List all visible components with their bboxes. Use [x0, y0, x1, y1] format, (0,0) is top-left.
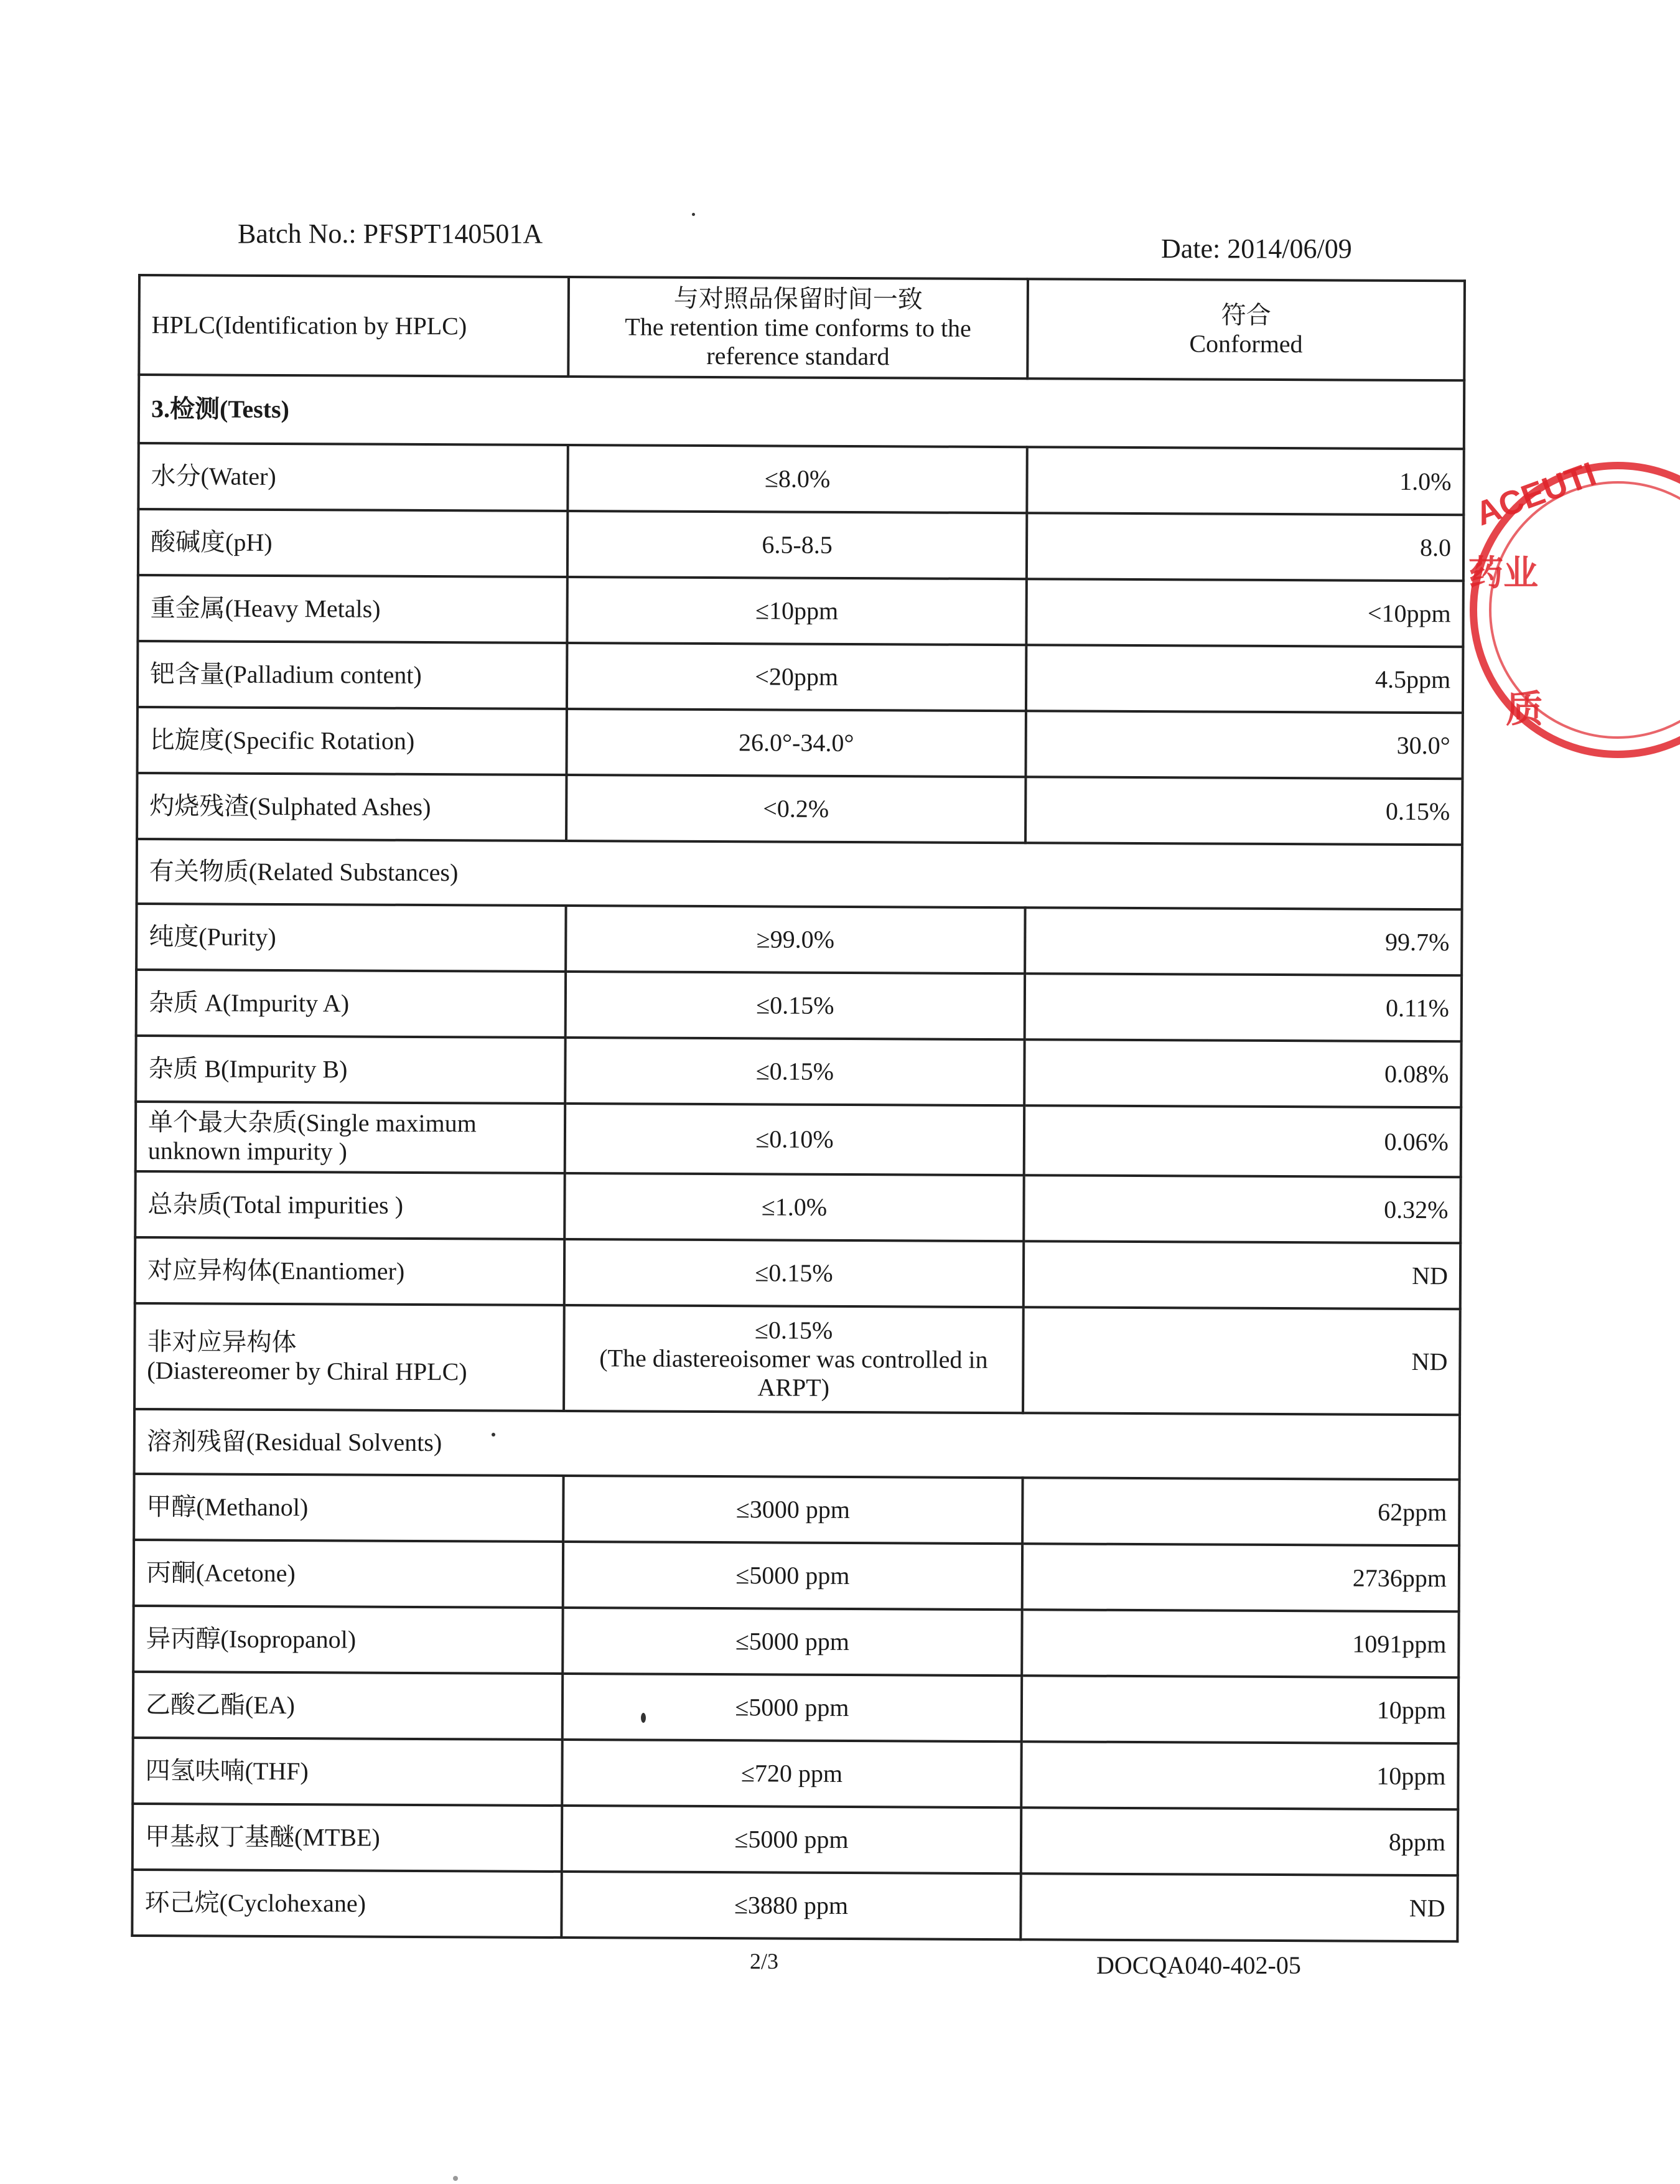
test-label: 异丙醇(Isopropanol): [133, 1606, 562, 1674]
spec-cell: ≤0.15%: [565, 1038, 1024, 1105]
scan-speck: [492, 1433, 495, 1436]
test-results-table: [131, 274, 1466, 1943]
test-label: 四氢呋喃(THF): [133, 1738, 562, 1806]
document-code: DOCQA040-402-05: [1096, 1951, 1301, 1979]
spec-cell: <20ppm: [567, 643, 1026, 711]
test-label: 总杂质(Total impurities ): [135, 1171, 564, 1239]
company-seal: [1456, 455, 1680, 759]
result-text-en: Conformed: [1189, 329, 1303, 359]
spec-cell: ≤5000 ppm: [562, 1806, 1021, 1873]
test-label: 甲醇(Methanol): [134, 1474, 563, 1542]
result-cell: 8.0: [1027, 513, 1463, 581]
result-cell: 4.5ppm: [1026, 645, 1463, 713]
table-row: [139, 275, 1465, 380]
test-label: 环己烷(Cyclohexane): [132, 1870, 561, 1938]
spec-cell: ≤5000 ppm: [562, 1608, 1022, 1675]
table-row: [138, 509, 1463, 581]
spec-cell: ≤0.15%: [564, 1239, 1024, 1307]
test-label: 比旋度(Specific Rotation): [138, 707, 567, 775]
section-row: [137, 839, 1462, 909]
result-cell: 62ppm: [1022, 1478, 1459, 1545]
test-label: 单个最大杂质(Single maximum unknown impurity ): [136, 1102, 565, 1173]
test-label: 纯度(Purity): [136, 904, 566, 972]
test-label: 灼烧残渣(Sulphated Ashes): [137, 773, 566, 841]
spec-cell: <0.2%: [566, 775, 1025, 843]
spec-cell: ≥99.0%: [566, 906, 1025, 973]
result-cell: 0.06%: [1024, 1105, 1461, 1177]
table-row: [134, 1540, 1459, 1611]
result-cell: 10ppm: [1021, 1741, 1458, 1809]
spec-cell: [564, 1305, 1024, 1413]
spec-text-en: The retention time conforms to the reference standard: [625, 312, 971, 371]
section-heading-residual-solvents: 溶剂残留(Residual Solvents): [134, 1409, 1460, 1479]
table-row: [138, 443, 1463, 515]
test-label: 钯含量(Palladium content): [138, 641, 567, 709]
test-label: 对应异构体(Enantiomer): [135, 1237, 564, 1305]
document-date: Date: 2014/06/09: [1161, 233, 1352, 264]
result-cell: 0.08%: [1024, 1039, 1461, 1107]
table-row: [138, 641, 1463, 713]
result-cell: 99.7%: [1025, 907, 1462, 975]
section-row: [134, 1409, 1460, 1479]
spec-cell: ≤5000 ppm: [563, 1542, 1022, 1610]
batch-number: Batch No.: PFSPT140501A: [238, 218, 543, 249]
table-row: [135, 1171, 1460, 1243]
table-row: [135, 1237, 1460, 1309]
table-row: [137, 773, 1462, 845]
table-row: [133, 1606, 1458, 1677]
test-label: 水分(Water): [138, 443, 567, 511]
label-en: (Diastereomer by Chiral HPLC): [147, 1356, 467, 1386]
spec-cell: [568, 277, 1028, 378]
spec-cell: 6.5-8.5: [567, 511, 1027, 579]
test-label: 甲基叔丁基醚(MTBE): [133, 1804, 562, 1872]
spec-cell: ≤3000 ppm: [563, 1476, 1022, 1544]
section-row: [139, 375, 1464, 449]
table-row: [136, 1102, 1461, 1177]
test-label: HPLC(Identification by HPLC): [139, 275, 569, 377]
page-number: 2/3: [750, 1949, 779, 1974]
spec-cell: 26.0°-34.0°: [566, 709, 1025, 777]
result-cell: 0.11%: [1025, 973, 1462, 1041]
result-cell: <10ppm: [1026, 579, 1463, 647]
result-cell: ND: [1023, 1307, 1460, 1415]
svg-text:ACEUTI: ACEUTI: [1470, 455, 1601, 533]
result-cell: 1091ppm: [1022, 1610, 1458, 1677]
spec-cell: ≤0.10%: [565, 1104, 1024, 1175]
svg-text:质: 质: [1506, 688, 1543, 731]
test-label: 酸碱度(pH): [138, 509, 567, 577]
label-cn: 非对应异构体: [147, 1328, 297, 1357]
spec-cell: ≤5000 ppm: [562, 1674, 1022, 1741]
spec-text-cn: 与对照品保留时间一致: [673, 284, 923, 314]
result-cell: 10ppm: [1022, 1675, 1458, 1743]
spec-cell: ≤10ppm: [567, 577, 1026, 645]
table-row: [132, 1870, 1457, 1941]
table-row: [136, 904, 1462, 975]
test-label: 杂质 B(Impurity B): [136, 1036, 565, 1104]
result-cell: 0.15%: [1025, 777, 1462, 845]
result-cell: 8ppm: [1021, 1807, 1458, 1875]
spec-line-1: ≤0.15%: [754, 1316, 833, 1344]
test-label: 乙酸乙酯(EA): [133, 1672, 562, 1740]
spec-cell: ≤0.15%: [566, 972, 1025, 1039]
table-row: [133, 1804, 1458, 1875]
result-cell: ND: [1020, 1873, 1457, 1941]
result-text-cn: 符合: [1221, 301, 1271, 329]
table-row: [133, 1738, 1458, 1809]
scan-speck: [453, 2176, 458, 2181]
table-row: [133, 1672, 1458, 1743]
result-cell: ND: [1024, 1241, 1460, 1309]
result-cell: 30.0°: [1025, 711, 1462, 779]
svg-text:药业: 药业: [1468, 553, 1538, 594]
result-cell: 1.0%: [1027, 447, 1463, 515]
test-label: 重金属(Heavy Metals): [138, 575, 567, 643]
spec-cell: ≤1.0%: [564, 1173, 1024, 1241]
spec-line-2: (The diastereoisomer was controlled in ARPT): [599, 1344, 988, 1402]
table-row: [134, 1303, 1460, 1415]
test-label: 丙酮(Acetone): [134, 1540, 563, 1608]
test-label: 杂质 A(Impurity A): [136, 970, 566, 1038]
result-cell: [1027, 279, 1465, 380]
table-row: [136, 1036, 1461, 1107]
section-heading-related-substances: 有关物质(Related Substances): [137, 839, 1462, 909]
section-heading-tests: 3.检测(Tests): [139, 375, 1464, 449]
spec-cell: ≤8.0%: [567, 445, 1027, 513]
spec-cell: ≤720 ppm: [562, 1740, 1021, 1807]
table-row: [138, 707, 1463, 779]
result-cell: 0.32%: [1024, 1175, 1460, 1243]
spec-cell: ≤3880 ppm: [561, 1872, 1020, 1939]
test-label: [134, 1303, 564, 1411]
scan-speck: [692, 213, 695, 216]
result-cell: 2736ppm: [1022, 1544, 1459, 1611]
table-row: [138, 575, 1463, 647]
table-row: [134, 1474, 1459, 1545]
scan-speck: [641, 1713, 646, 1723]
table-row: [136, 970, 1462, 1041]
